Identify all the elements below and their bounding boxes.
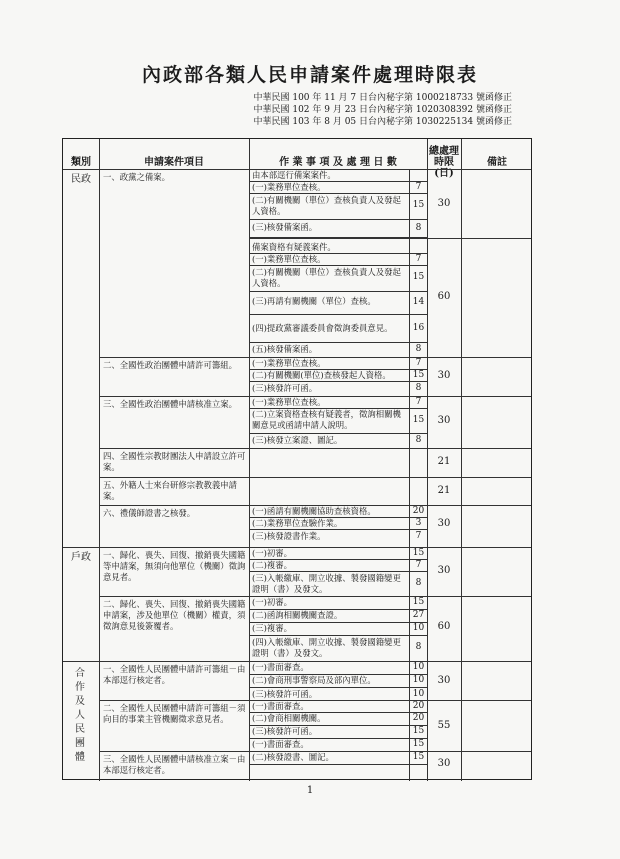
work-step: (一)業務單位查核。 <box>252 397 326 407</box>
item-political-group-approval: 三、全國性政治團體申請核准立案。 <box>103 399 237 409</box>
work-step: (一)函請有關機關協助查核資格。 <box>252 506 376 516</box>
day-count: 20 <box>412 701 425 711</box>
work-step: 備案資格有疑義案件。 <box>252 242 336 252</box>
work-step: 由本部逕行備案案件。 <box>252 170 336 180</box>
day-count: 15 <box>412 200 425 210</box>
day-count: 7 <box>415 358 422 368</box>
category-coop: 合作及人民團體 <box>75 668 85 763</box>
work-step: (四)提政黨審議委員會徵詢委員意見。 <box>252 323 393 333</box>
work-step: (一)初審。 <box>252 548 293 558</box>
day-count: 10 <box>412 662 425 672</box>
page-number: 1 <box>306 785 314 796</box>
total-days: 30 <box>437 675 451 686</box>
revision-line: 中華民國 103 年 8 月 05 日台內秘字第 1030225134 號函修正 <box>253 117 512 127</box>
work-step: (三)核發立案證、圖記。 <box>252 435 343 445</box>
work-step: (三)核發許可函。 <box>252 726 318 736</box>
work-step: (二)複審。 <box>252 560 293 570</box>
work-step: (一)初審。 <box>252 597 293 607</box>
day-count: 16 <box>412 323 425 333</box>
work-step: (三)核發備案函。 <box>252 222 318 232</box>
total-days: 60 <box>437 621 451 632</box>
total-days: 30 <box>437 198 451 209</box>
day-count: 7 <box>415 531 422 541</box>
day-count: 3 <box>415 518 422 528</box>
day-count: 14 <box>412 297 425 307</box>
work-step: (二)會商相關機關。 <box>252 713 326 723</box>
day-count: 15 <box>412 415 425 425</box>
work-step: (三)入帳繳庫、開立收據、製發國籍變更證明（書）及發文。 <box>252 573 401 594</box>
work-step: (一)業務單位查核。 <box>252 358 326 368</box>
day-count: 15 <box>412 726 425 736</box>
day-count: 7 <box>415 560 422 570</box>
header-work: 作 業 事 項 及 處 理 日 數 <box>279 156 397 168</box>
work-step: (二)核發證書、圖記。 <box>252 752 334 762</box>
day-count: 8 <box>415 344 422 354</box>
header-item: 申請案件項目 <box>144 156 204 168</box>
work-step: (一)書面審查。 <box>252 662 309 672</box>
work-step: (一)書面審查。 <box>252 739 309 749</box>
total-days: 30 <box>437 758 451 769</box>
work-step: (一)書面審查。 <box>252 701 309 711</box>
day-count: 10 <box>412 623 425 633</box>
work-step: (二)有關機關（單位）查核負責人及發起人資格。 <box>252 195 401 216</box>
day-count: 15 <box>412 597 425 607</box>
work-step: (四)入帳繳庫、開立收據、製發國籍變更證明（書）及發文。 <box>252 637 401 658</box>
work-step: (一)業務單位查核。 <box>252 182 326 192</box>
item-civic-group-permit: 一、全國性人民團體申請許可籌組－由本部逕行核定者。 <box>103 664 246 685</box>
day-count: 7 <box>415 182 422 192</box>
item-nationality-consult: 二、歸化、喪失、回復、撤銷喪失國籍申請案，涉及他單位（機關）權責，須徵詢意見後簽覆者。 <box>103 599 246 631</box>
page-title: 內政部各類人民申請案件處理時限表 <box>141 64 478 86</box>
work-step: (一)業務單位查核。 <box>252 254 326 264</box>
day-count: 8 <box>415 383 422 393</box>
total-days: 30 <box>437 565 451 576</box>
day-count: 15 <box>412 272 425 282</box>
header-note: 備註 <box>487 156 507 168</box>
day-count: 15 <box>412 739 425 749</box>
day-count: 7 <box>415 397 422 407</box>
work-step: (二)業務單位查驗作業。 <box>252 518 343 528</box>
total-days: 21 <box>437 485 451 496</box>
day-count: 15 <box>412 370 425 380</box>
day-count: 15 <box>412 548 425 558</box>
total-days: 55 <box>437 720 451 731</box>
work-step: (三)核發許可函。 <box>252 689 318 699</box>
work-step: (二)有關機關(單位)查核發起人資格。 <box>252 370 391 380</box>
day-count: 10 <box>412 675 425 685</box>
revision-line: 中華民國 100 年 11 月 7 日台內秘字第 1000218733 號函修正 <box>253 93 512 103</box>
work-step: (三)再請有關機關（單位）查核。 <box>252 296 376 306</box>
category-household: 戶政 <box>71 552 91 563</box>
work-step: (五)核發備案函。 <box>252 344 318 354</box>
item-funeral-director-cert: 六、禮儀師證書之核發。 <box>103 508 196 518</box>
work-step: (三)核發許可函。 <box>252 383 318 393</box>
total-days: 30 <box>437 518 451 529</box>
day-count: 8 <box>415 435 422 445</box>
day-count: 8 <box>415 642 422 652</box>
time-limit-table <box>62 138 532 780</box>
total-days: 60 <box>437 291 451 302</box>
item-civic-group-approval: 三、全國性人民團體申請核准立案－由本部逕行核定者。 <box>103 754 246 775</box>
day-count: 20 <box>412 713 425 723</box>
day-count: 15 <box>412 752 425 762</box>
day-count: 27 <box>412 610 425 620</box>
day-count: 8 <box>415 223 422 233</box>
item-civic-group-consult: 二、全國性人民團體申請許可籌組－須向目的事業主管機關徵求意見者。 <box>103 703 246 724</box>
total-days: 30 <box>437 370 451 381</box>
total-days: 21 <box>437 456 451 467</box>
item-political-group-permit: 二、全國性政治團體申請許可籌組。 <box>103 360 237 370</box>
work-step: (二)有關機關（單位）查核負責人及發起人資格。 <box>252 267 401 288</box>
item-nationality-simple: 一、歸化、喪失、回復、撤銷喪失國籍等申請案，無須向他單位（機關）徵詢意見者。 <box>103 550 246 582</box>
category-civil: 民政 <box>71 174 91 185</box>
day-count: 7 <box>415 254 422 264</box>
day-count: 10 <box>412 689 425 699</box>
work-step: (三)複審。 <box>252 623 293 633</box>
work-step: (二)立案資格查核有疑義者，徵詢相關機關意見或函請申請人說明。 <box>252 409 401 430</box>
header-category: 類別 <box>71 156 91 168</box>
item-religious-foundation: 四、全國性宗教財團法人申請設立許可案。 <box>103 451 246 472</box>
header-total: 總處理時限(日) <box>429 145 459 179</box>
work-step: (三)核發證書作業。 <box>252 531 326 541</box>
item-foreign-religious-study: 五、外籍人士來台研修宗教教義申請案。 <box>103 480 237 501</box>
total-days: 30 <box>437 415 451 426</box>
work-step: (二)會商刑事警察局及部內單位。 <box>252 675 376 685</box>
work-step: (二)函詢相關機關查證。 <box>252 610 343 620</box>
day-count: 20 <box>412 506 425 516</box>
day-count: 8 <box>415 578 422 588</box>
item-party-registration: 一、政黨之備案。 <box>103 172 170 182</box>
revision-line: 中華民國 102 年 9 月 23 日台內秘字第 1020308392 號函修正 <box>253 105 512 115</box>
